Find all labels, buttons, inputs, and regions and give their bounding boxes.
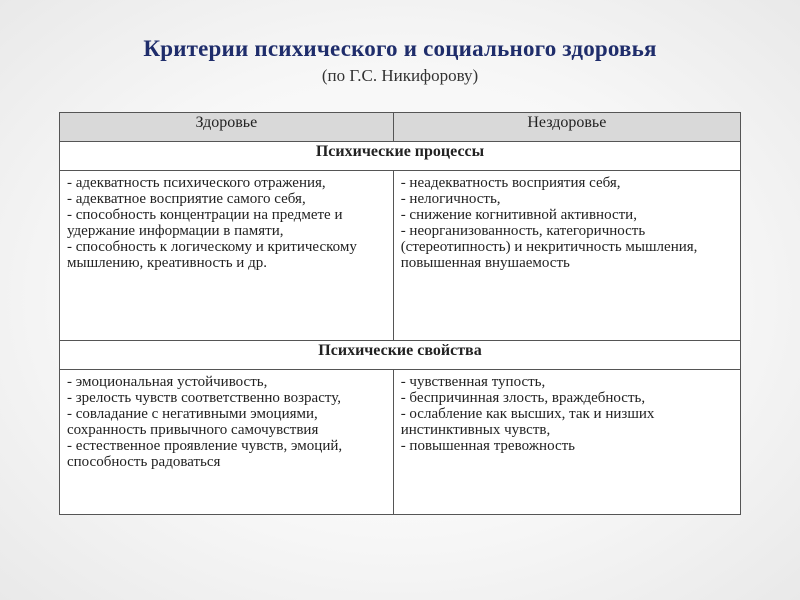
list-item: - ослабление как высших, так и низших инстинктивных чувств,: [400, 406, 655, 438]
list-item: - неорганизованность, категоричность (стереотипность) и некритичность мышления, повышенная внушаемость: [400, 223, 698, 271]
list-item: - способность к логическому и критическому мышлению, креативность и др.: [67, 239, 357, 271]
section-title-properties: Психические свойства: [60, 341, 741, 370]
list-item: - зрелость чувств соответственно возрасту,: [67, 390, 341, 406]
section-title-processes: Психические процессы: [60, 142, 741, 171]
list-item: - снижение когнитивной активности,: [400, 207, 637, 223]
healthy-properties-cell: [60, 370, 394, 515]
list-item: - адекватное восприятие самого себя,: [67, 191, 306, 207]
criteria-table: [59, 112, 741, 515]
header-healthy: Здоровье: [60, 113, 394, 142]
list-item: - чувственная тупость,: [400, 374, 546, 390]
header-unhealthy: Нездоровье: [393, 113, 740, 142]
section-row: [60, 142, 741, 171]
list-item: - нелогичность,: [400, 191, 501, 207]
page-title: Критерии психического и социального здоровья: [143, 36, 657, 61]
healthy-processes-cell: [60, 171, 394, 341]
list-item: - неадекватность восприятия себя,: [400, 175, 621, 191]
page-subtitle: (по Г.С. Никифорову): [321, 66, 479, 85]
list-item: - естественное проявление чувств, эмоций, способность радоваться: [67, 438, 343, 470]
section-row: [60, 341, 741, 370]
list-item: - повышенная тревожность: [400, 438, 576, 454]
unhealthy-properties-cell: [393, 370, 740, 515]
list-item: - эмоциональная устойчивость,: [67, 374, 268, 390]
list-item: - беспричинная злость, враждебность,: [400, 390, 646, 406]
header-row: [60, 113, 741, 142]
content-row: [60, 370, 741, 515]
list-item: - совладание с негативными эмоциями, сохранность привычного самочувствия: [67, 406, 319, 438]
content-row: [60, 171, 741, 341]
list-item: - способность концентрации на предмете и удержание информации в памяти,: [67, 207, 343, 239]
list-item: - адекватность психического отражения,: [67, 175, 326, 191]
unhealthy-processes-cell: [393, 171, 740, 341]
